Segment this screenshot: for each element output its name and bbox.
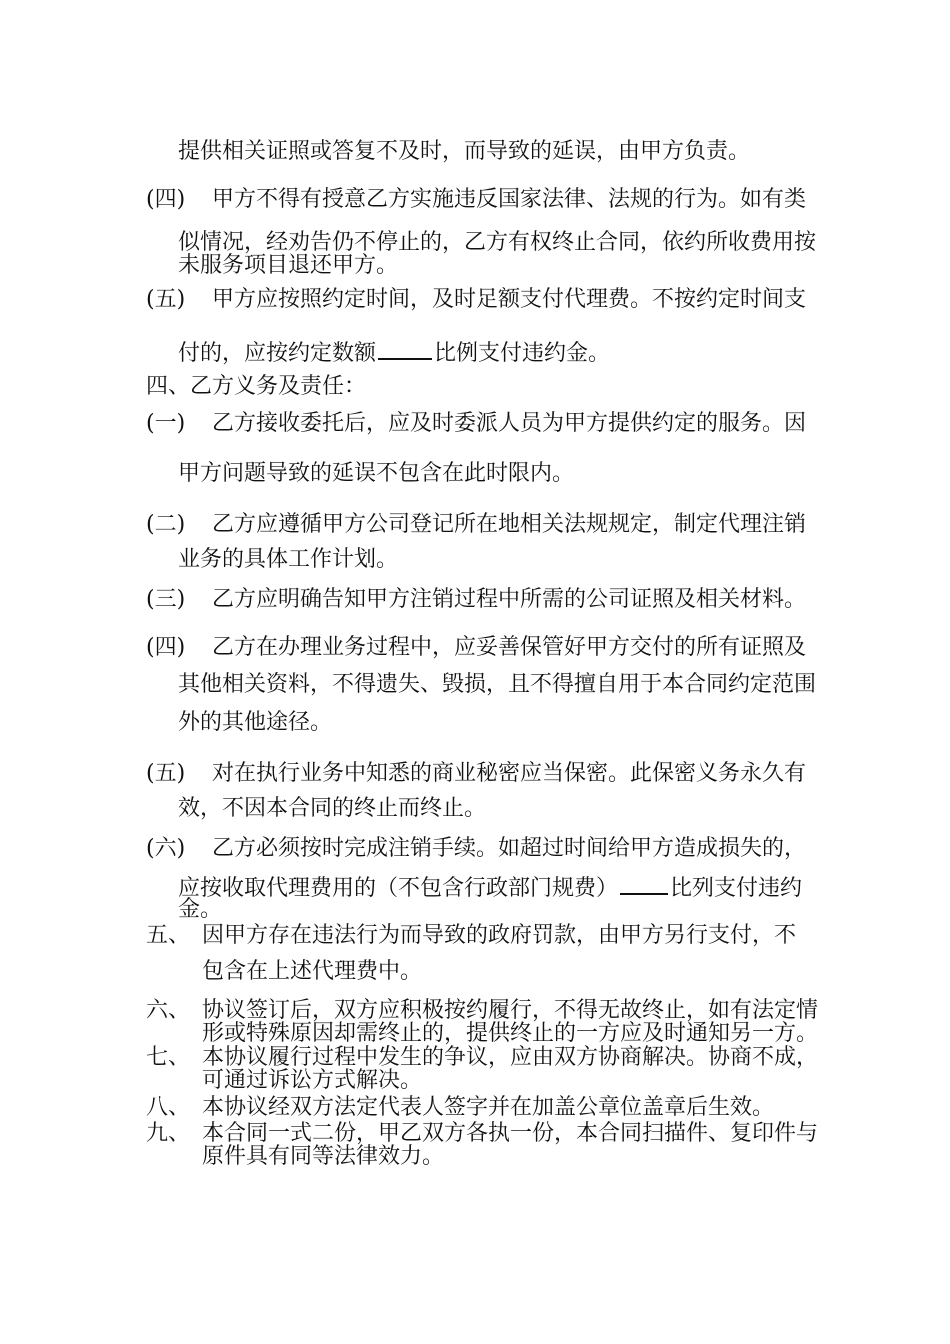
clause-text: 比例支付违约金。 bbox=[434, 341, 611, 366]
section-number: 五、 bbox=[146, 923, 191, 948]
clause-line: 对在执行业务中知悉的商业秘密应当保密。此保密义务永久有 bbox=[212, 761, 807, 786]
clause-line: 似情况，经劝告仍不停止的，乙方有权终止合同，依约所收费用按 bbox=[178, 230, 817, 255]
clause-line: 效，不因本合同的终止而终止。 bbox=[178, 796, 487, 821]
clause-line: 包含在上述代理费中。 bbox=[202, 959, 423, 984]
clause-line: 协议签订后，双方应积极按约履行，不得无故终止，如有法定情 bbox=[202, 998, 819, 1023]
item-number: (五) bbox=[146, 761, 186, 786]
item-number: (三) bbox=[146, 587, 186, 612]
clause-line: 金。 bbox=[178, 897, 223, 922]
clause-line: 甲方问题导致的延误不包含在此时限内。 bbox=[178, 461, 575, 486]
item-number: (二) bbox=[146, 512, 186, 537]
item-number: (四) bbox=[146, 187, 186, 212]
section-heading: 四、乙方义务及责任： bbox=[146, 374, 367, 399]
clause-line: 原件具有同等法律效力。 bbox=[202, 1144, 445, 1169]
clause-3-4-tail: 提供相关证照或答复不及时，而导致的延误，由甲方负责。 bbox=[178, 139, 751, 164]
clause-line-with-blank bbox=[178, 338, 610, 368]
section-number: 六、 bbox=[146, 998, 191, 1023]
item-number: (一) bbox=[146, 411, 186, 436]
clause-line: 业务的具体工作计划。 bbox=[178, 547, 399, 572]
clause-line: 乙方必须按时完成注销手续。如超过时间给甲方造成损失的， bbox=[212, 836, 807, 861]
clause-line: 本协议经双方法定代表人签字并在加盖公章位盖章后生效。 bbox=[202, 1095, 775, 1120]
fill-in-blank bbox=[378, 338, 432, 360]
clause-line: 本协议履行过程中发生的争议，应由双方协商解决。协商不成， bbox=[202, 1045, 819, 1070]
clause-line: 乙方在办理业务过程中，应妥善保管好甲方交付的所有证照及 bbox=[212, 635, 807, 660]
clause-line: 因甲方存在违法行为而导致的政府罚款，由甲方另行支付，不 bbox=[202, 923, 797, 948]
clause-line: 乙方应明确告知甲方注销过程中所需的公司证照及相关材料。 bbox=[212, 587, 807, 612]
clause-line: 可通过诉讼方式解决。 bbox=[202, 1068, 423, 1093]
clause-line: 外的其他途径。 bbox=[178, 710, 333, 735]
fill-in-blank bbox=[620, 873, 668, 895]
item-number: (四) bbox=[146, 635, 186, 660]
clause-line-with-blank bbox=[178, 873, 802, 903]
clause-line: 未服务项目退还甲方。 bbox=[178, 253, 399, 278]
section-number: 七、 bbox=[146, 1045, 191, 1070]
section-number: 九、 bbox=[146, 1121, 191, 1146]
clause-line: 其他相关资料，不得遗失、毁损，且不得擅自用于本合同约定范围 bbox=[178, 672, 817, 697]
clause-line: 乙方接收委托后，应及时委派人员为甲方提供约定的服务。因 bbox=[212, 411, 807, 436]
clause-line: 乙方应遵循甲方公司登记所在地相关法规规定，制定代理注销 bbox=[212, 512, 807, 537]
clause-line: 形或特殊原因却需终止的，提供终止的一方应及时通知另一方。 bbox=[202, 1021, 819, 1046]
item-number: (五) bbox=[146, 287, 186, 312]
clause-text: 比列支付违约 bbox=[670, 876, 803, 901]
clause-line: 甲方不得有授意乙方实施违反国家法律、法规的行为。如有类 bbox=[212, 187, 807, 212]
clause-line: 甲方应按照约定时间，及时足额支付代理费。不按约定时间支 bbox=[212, 287, 807, 312]
clause-text: 应按收取代理费用的（不包含行政部门规费） bbox=[178, 876, 619, 901]
item-number: (六) bbox=[146, 836, 186, 861]
section-number: 八、 bbox=[146, 1095, 191, 1120]
clause-line: 本合同一式二份，甲乙双方各执一份，本合同扫描件、复印件与 bbox=[202, 1121, 819, 1146]
clause-text: 付的，应按约定数额 bbox=[178, 341, 377, 366]
